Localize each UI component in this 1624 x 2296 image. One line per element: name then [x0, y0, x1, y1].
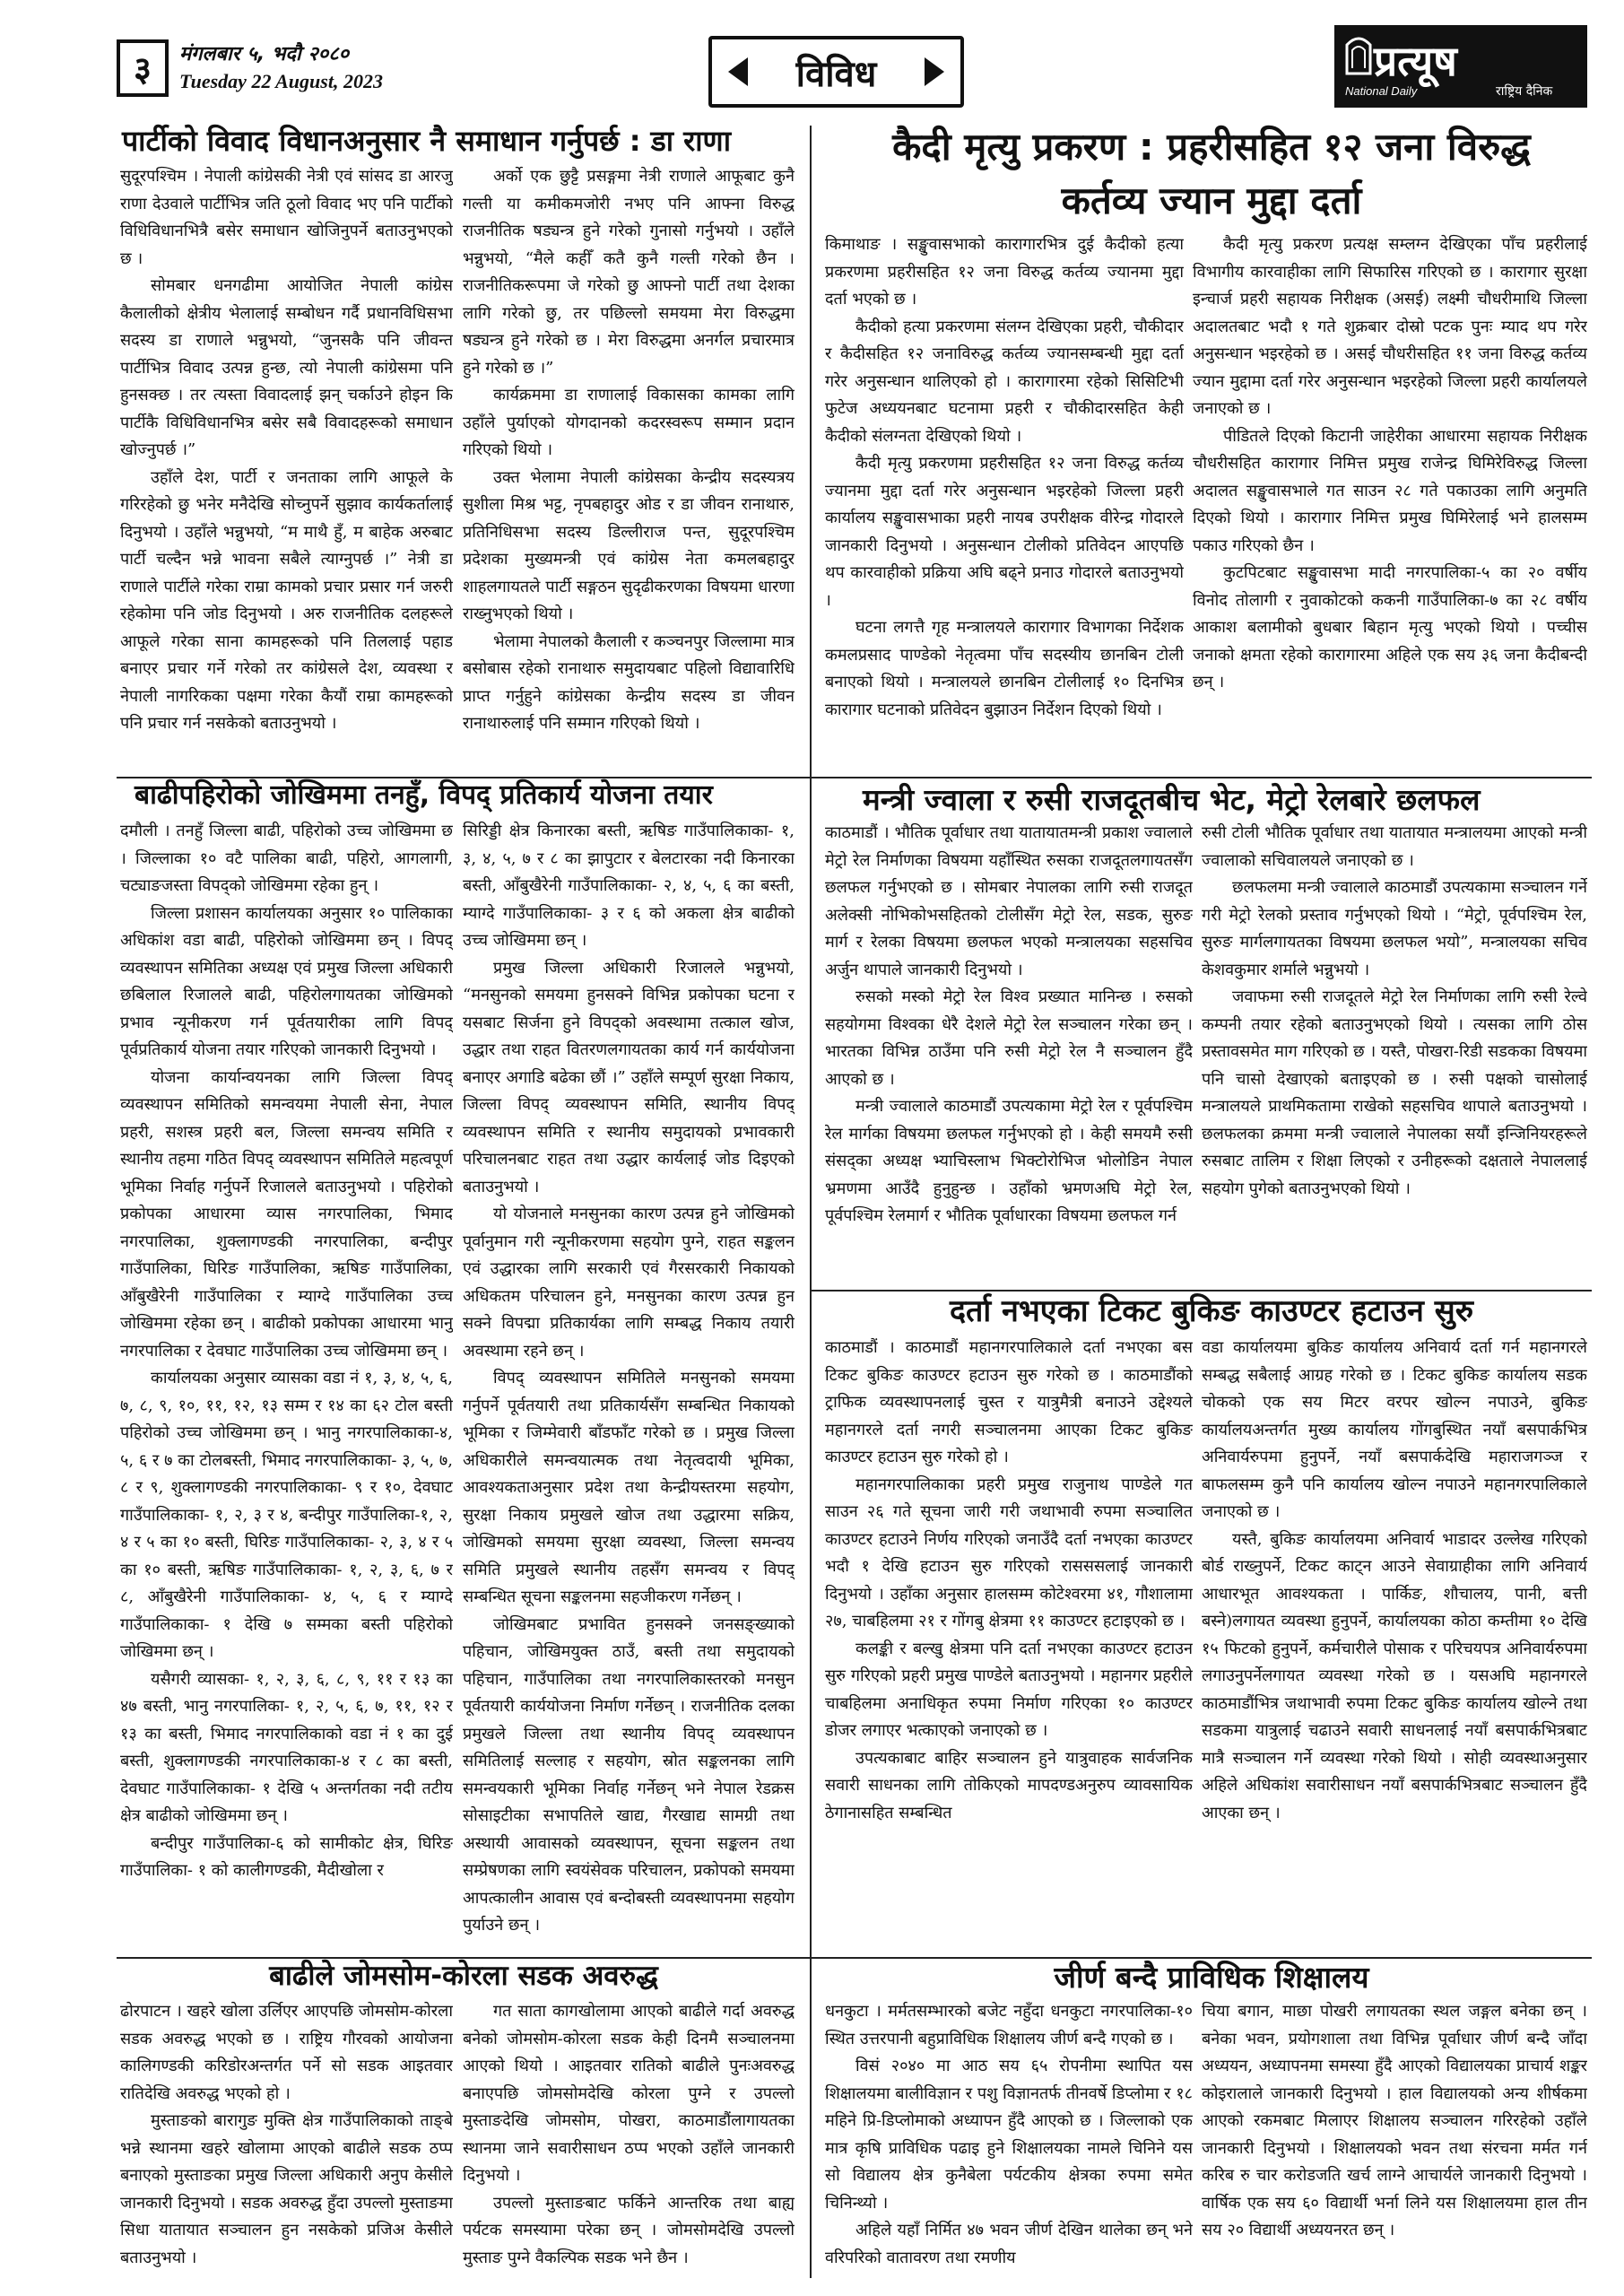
- paragraph: महानगरपालिकाका प्रहरी प्रमुख राजुनाथ पाण्डेले गत साउन २६ गते सूचना जारी गरी जथाभावी रुपमा सञ्चालित काउण्टर हटाउने निर्णय गरिएको जनाउँदै दर्ता नभएका काउण्टर भदौ १ देखि हटाउन सुरु गरिएको रासससलाई जानकारी दिनुभयो । उहाँका अनुसार हालसम्म कोटेश्वरमा ४१, गौशालामा २७, चाबहिलमा २१ र गोंगबु क्षेत्रमा ११ काउण्टर हटाइएको छ ।: [825, 1474, 1193, 1631]
- page-header: [0, 0, 1624, 115]
- paragraph: काठमाडौं । भौतिक पूर्वाधार तथा यातायातमन्त्री प्रकाश ज्वालाले मेट्रो रेल निर्माणका विषयमा यहाँस्थित रुसका राजदूतलगायतसँग छलफल गर्नुभएको छ । सोमबार नेपालका लागि रुसी राजदूत अलेक्सी नोभिकोभसहितको टोलीसँग मेट्रो रेल, सडक, सुरुङ मार्ग र रेलका विषयमा छलफल भएको मन्त्रालयका सहसचिव अर्जुन थापाले जानकारी दिनुभयो ।: [825, 823, 1193, 979]
- paragraph: अहिले यहाँ निर्मित ४७ भवन जीर्ण देखिन थालेका छन् भने वरिपरिको वातावरण तथा रमणीय: [825, 2221, 1193, 2267]
- paragraph: उहाँले देश, पार्टी र जनताका लागि आफूले के गरिरहेको छु भनेर मनैदेखि सोच्नुपर्ने सुझाव कार्यकर्तालाई दिनुभयो । उहाँले भन्नुभयो, “म माथै हुँ, म बाहेक अरुबाट पार्टी चल्दैन भन्ने भावना सबैले त्याग्नुपर्छ ।” नेत्री डा राणाले पार्टीले गरेका राम्रा कामको प्रचार प्रसार गर्न जरुरी रहेकोमा पनि जोड दिनुभयो । अरु राजनीतिक दलहरूले आफूले गरेका साना कामहरूको पनि तिललाई पहाड बनाएर प्रचार गर्ने गरेको तर कांग्रेसले देश, व्यवस्था र नेपाली नागरिकका पक्षमा गरेका कैयौं राम्रा कामहरूको पनि प्रचार गर्न नसकेको बताउनुभयो ।: [120, 467, 453, 733]
- article-shikshalaya-col-1: [825, 1998, 1193, 2276]
- article-separator: [812, 1290, 1592, 1292]
- paragraph: उपत्यकाबाट बाहिर सञ्चालन हुने यात्रुवाहक सार्वजनिक सवारी साधनका लागि तोकिएको मापदण्डअनुरुप व्यावसायिक ठेगानासहित सम्बन्धित: [825, 1748, 1193, 1822]
- article-separator: [812, 777, 1592, 778]
- headline-rana: पार्टीको विवाद विधानअनुसार नै समाधान गर्नुपर्छ : डा राणा: [122, 124, 731, 158]
- paragraph: कैदी मृत्यु प्रकरणमा प्रहरीसहित १२ जना विरुद्ध कर्तव्य ज्यानमा मुद्दा दर्ता गरेर अनुसन्धान भइरहेको जिल्ला प्रहरी कार्यालय सङ्खुवासभाका प्रहरी नायब उपरीक्षक वीरेन्द्र गोदारले जानकारी दिनुभयो । अनुसन्धान टोलीको प्रतिवेदन आएपछि थप कारवाहीको प्रक्रिया अघि बढ्ने प्रनाउ गोदारले बताउनुभयो ।: [825, 454, 1184, 610]
- article-separator: [117, 1957, 810, 1959]
- paragraph: धनकुटा । मर्मतसम्भारको बजेट नहुँदा धनकुटा नगरपालिका-१० स्थित उत्तरपानी बहुप्राविधिक शिक्षालय जीर्ण बन्दै गएको छ ।: [825, 2002, 1193, 2048]
- paragraph: जवाफमा रुसी राजदूतले मेट्रो रेल निर्माणका लागि रुसी रेल्वे कम्पनी तयार रहेको बताउनुभएको थियो । त्यसका लागि ठोस प्रस्तावसमेत माग गरिएको छ । यस्तै, पोखरा-रिडी सडकका विषयमा पनि चासो देखाएको बताइएको छ । रुसी पक्षको चासोलाई मन्त्रालयले प्राथमिकतामा राखेको सहसचिव थापाले बताउनुभयो । छलफलका क्रममा मन्त्री ज्वालाले नेपालका सयौं इन्जिनियरहरूले रुसबाट तालिम र शिक्षा लिएको र उनीहरूको दक्षताले नेपाललाई सहयोग पुगेको बताउनुभएको थियो ।: [1202, 987, 1587, 1198]
- article-kaidi-col-1: [825, 231, 1184, 772]
- paragraph: कार्यालयका अनुसार व्यासका वडा नं १, ३, ४, ५, ६, ७, ८, ९, १०, ११, १२, १३ सम्म र १४ का ६२ टोल बस्ती पहिरोको उच्च जोखिममा छन् । भानु नगरपालिकाका-४, ५, ६ र ७ का टोलबस्ती, भिमाद नगरपालिकाका- ३, ५, ७, ८ र ९, शुक्लागण्डकी नगरपालिकाका- ९ र १०, देवघाट गाउँपालिकाका- १, २, ३ र ४, बन्दीपुर गाउँपालिका-१, २, ४ र ५ का १० बस्ती, घिरिङ गाउँपालिकाका- २, ३, ४ र ५ का १० बस्ती, ऋषिङ गाउँपालिकाका- १, २, ३, ६, ७ र ८, आँबुखैरेनी गाउँपालिकाका- ४, ५, ६ र म्याग्दे गाउँपालिकाका- १ देखि ७ सम्मका बस्ती पहिरोको जोखिममा छन् ।: [120, 1369, 453, 1661]
- paragraph: किमाथाङ । सङ्खुवासभाको कारागारभित्र दुई कैदीको हत्या प्रकरणमा प्रहरीसहित १२ जना विरुद्ध कर्तव्य ज्यानमा मुद्दा दर्ता भएको छ ।: [825, 235, 1184, 309]
- date-nepali: मंगलबार ५, भदौ २०८०: [179, 43, 350, 65]
- article-ticket-col-1: [825, 1335, 1193, 1953]
- paragraph: विपद् व्यवस्थापन समितिले मनसुनको समयमा गर्नुपर्ने पूर्वतयारी तथा प्रतिकार्यसँग सम्बन्धित निकायको भूमिका र जिम्मेवारी बाँडफाँट गरेको छ । प्रमुख जिल्ला अधिकारीले समन्वयात्मक तथा नेतृत्वदायी भूमिका, आवश्यकताअनुसार प्रदेश तथा केन्द्रीयस्तरमा सहयोग, सुरक्षा निकाय प्रमुखले खोज तथा उद्धारमा सक्रिय, जोखिमको समयमा सुरक्षा व्यवस्था, जिल्ला समन्वय समिति प्रमुखले स्थानीय तहसँग समन्वय र विपद् सम्बन्धित सूचना सङ्कलनमा सहजीकरण गर्नेछन् ।: [463, 1369, 795, 1606]
- paragraph: सिरिड्डी क्षेत्र किनारका बस्ती, ऋषिङ गाउँपालिकाका- १, ३, ४, ५, ७ र ८ का झापुटार र बेलटारका नदी किनारका बस्ती, आँबुखैरेनी गाउँपालिकाका- २, ४, ५, ६ का बस्ती, म्याग्दे गाउँपालिकाका- ३ र ६ को अकला क्षेत्र बाढीको उच्च जोखिममा छन् ।: [463, 822, 795, 950]
- date-english: Tuesday 22 August, 2023: [179, 70, 383, 92]
- paragraph: रुसको मस्को मेट्रो रेल विश्व प्रख्यात मानिन्छ । रुसको सहयोगमा विश्वका धेरै देशले मेट्रो रेल सञ्चालन गरेका छन् । भारतका विभिन्न ठाउँमा पनि रुसी मेट्रो रेल नै सञ्चालन हुँदै आएको छ ।: [825, 987, 1193, 1089]
- paragraph: कलङ्की र बल्खु क्षेत्रमा पनि दर्ता नभएका काउण्टर हटाउन सुरु गरिएको प्रहरी प्रमुख पाण्डेले बताउनुभयो । महानगर प्रहरीले चाबहिलमा अनाधिकृत रुपमा निर्माण गरिएका १० काउण्टर डोजर लगाएर भत्काएको जनाएको छ ।: [825, 1639, 1193, 1740]
- paragraph: सोमबार धनगढीमा आयोजित नेपाली कांग्रेस कैलालीको क्षेत्रीय भेलालाई सम्बोधन गर्दै प्रधानविधिसभा सदस्य डा राणाले भन्नुभयो, “जुनसकै पनि जीवन्त पार्टीभित्र विवाद उत्पन्न हुन्छ, त्यो नेपाली कांग्रेसमा पनि हुनसक्छ । तर त्यस्ता विवादलाई झन् चर्काउने होइन कि पार्टीकै विधिविधानभित्र बसेर सबै विवादहरूको समाधान खोज्नुपर्छ ।”: [120, 276, 453, 459]
- paragraph: घटना लगत्तै गृह मन्त्रालयले कारागार विभागका निर्देशक कमलप्रसाद पाण्डेको नेतृत्वमा पाँच सदस्यीय छानबिन टोली बनाएको थियो । मन्त्रालयले छानबिन टोलीलाई १० दिनभित्र कारागार घटनाको प्रतिवेदन बुझाउन निर्देशन दिएको थियो ।: [825, 618, 1184, 719]
- logo-name: प्रत्यूष: [1374, 37, 1457, 85]
- headline-jomsom: बाढीले जोमसोम-कोरला सडक अवरुद्ध: [269, 1960, 658, 1992]
- headline-kaidi-line-1: कैदी मृत्यु प्रकरण : प्रहरीसहित १२ जना विरुद्ध: [892, 125, 1531, 169]
- article-kaidi-col-2: [1193, 231, 1587, 772]
- paragraph: कैदी मृत्यु प्रकरण प्रत्यक्ष सम्लग्न देखिएका पाँच प्रहरीलाई विभागीय कारवाहीका लागि सिफारिस गरिएको छ । कारागार सुरक्षा इन्चार्ज प्रहरी सहायक निरीक्षक (असई) लक्ष्मी चौधरीमाथि जिल्ला अदालतबाट भदौ १ गते शुक्रबार दोस्रो पटक पुनः म्याद थप गरेर अनुसन्धान भइरहेको छ । असई चौधरीसहित ११ जना विरुद्ध कर्तव्य ज्यान मुद्दामा दर्ता गरेर अनुसन्धान भइरहेको जिल्ला प्रहरी कार्यालयले जनाएको छ ।: [1193, 235, 1587, 418]
- paragraph: चिया बगान, माछा पोखरी लगायतका स्थल जङ्गल बनेका छन् । बनेका भवन, प्रयोगशाला तथा विभिन्न पूर्वाधार जीर्ण बन्दै जाँदा अध्ययन, अध्यापनमा समस्या हुँदै आएको विद्यालयका प्राचार्य शङ्कर कोइरालाले जानकारी दिनुभयो । हाल विद्यालयको अन्य शीर्षकमा आएको रकमबाट मिलाएर शिक्षालय सञ्चालन गरिरहेको उहाँले जानकारी दिनुभयो । शिक्षालयको भवन तथा संरचना मर्मत गर्न करिब रु चार करोडजति खर्च लाग्ने आचार्यले जानकारी दिनुभयो । वार्षिक एक सय ६० विद्यार्थी भर्ना लिने यस शिक्षालयमा हाल तीन सय २० विद्यार्थी अध्ययनरत छन् ।: [1202, 2002, 1587, 2239]
- paragraph: मुस्ताङको बारागुङ मुक्ति क्षेत्र गाउँपालिकाको ताङ्बे भन्ने स्थानमा खहरे खोलामा आएको बाढीले सडक ठप्प बनाएको मुस्ताङका प्रमुख जिल्ला अधिकारी अनुप केसीले जानकारी दिनुभयो । सडक अवरुद्ध हुँदा उपल्लो मुस्ताङमा सिधा यातायात सञ्चालन हुन नसकेको प्रजिअ केसीले बताउनुभयो ।: [120, 2111, 453, 2267]
- paragraph: उक्त भेलामा नेपाली कांग्रेसका केन्द्रीय सदस्यत्रय सुशीला मिश्र भट्ट, नृपबहादुर ओड र डा जीवन रानाथारु, प्रतिनिधिसभा सदस्य डिल्लीराज पन्त, सुदूरपश्चिम प्रदेशका मुख्यमन्त्री एवं कांग्रेस नेता कमलबहादुर शाहलगायतले पार्टी सङ्गठन सुदृढीकरणका विषयमा धारणा राख्नुभएको थियो ।: [463, 467, 795, 623]
- paragraph: कैदीको हत्या प्रकरणमा संलग्न देखिएका प्रहरी, चौकीदार र कैदीसहित १२ जनाविरुद्ध कर्तव्य ज्यानसम्बन्धी मुद्दा दर्ता गरेर अनुसन्धान थालिएको हो । कारागारमा रहेको सिसिटिभी फुटेज अध्ययनबाट घटनामा प्रहरी र चौकीदारसहित केही कैदीको संलग्नता देखिएको थियो ।: [825, 317, 1184, 446]
- article-jomsom-col-2: [463, 1998, 795, 2276]
- headline-shikshalaya: जीर्ण बन्दै प्राविधिक शिक्षालय: [1054, 1960, 1369, 1995]
- column-divider: [810, 126, 812, 2278]
- article-separator: [117, 777, 810, 778]
- logo-tagline-en: National Daily: [1345, 84, 1418, 98]
- paragraph: बन्दीपुर गाउँपालिका-६ को सामीकोट क्षेत्र, घिरिङ गाउँपालिका- १ को कालीगण्डकी, मैदीखोला र: [120, 1833, 453, 1880]
- paragraph: रुसी टोली भौतिक पूर्वाधार तथा यातायात मन्त्रालयमा आएको मन्त्री ज्वालाको सचिवालयले जनाएको छ ।: [1202, 823, 1587, 870]
- paragraph: अर्को एक छुट्टै प्रसङ्गमा नेत्री राणाले आफूबाट कुनै गल्ती या कमीकमजोरी नभए पनि आफ्ना विरुद्ध राजनीतिक षड्यन्त्र हुने गरेको गुनासो गर्नुभयो । उहाँले भन्नुभयो, “मैले कहीँ कतै कुनै गल्ती गरेको छैन । राजनीतिकरूपमा जे गरेको छु आफ्नो पार्टी तथा देशका लागि गरेको छु, तर पछिल्लो समयमा मेरा विरुद्धमा षड्यन्त्र हुने गरेको छ । मेरा विरुद्धमा अनर्गल प्रचारमात्र हुने गरेको छ ।”: [463, 167, 795, 378]
- article-jomsom-col-1: [120, 1998, 453, 2276]
- paragraph: यसैगरी व्यासका- १, २, ३, ६, ८, ९, ११ र १३ का ४७ बस्ती, भानु नगरपालिका- १, २, ५, ६, ७, ११, १२ र १३ का बस्ती, भिमाद नगरपालिकाको वडा नं १ का दुई बस्ती, शुक्लागण्डकी नगरपालिकाका-४ र ८ का बस्ती, देवघाट गाउँपालिकाका- १ देखि ५ अन्तर्गतका नदी तटीय क्षेत्र बाढीको जोखिममा छन् ।: [120, 1669, 453, 1825]
- paragraph: वडा कार्यालयमा बुकिङ कार्यालय अनिवार्य दर्ता गर्न महानगरले सम्बद्ध सबैलाई आग्रह गरेको छ । टिकट बुकिङ कार्यालय सडक चोकको एक सय मिटर वरपर खोल्न नपाउने, बुकिङ कार्यालयअन्तर्गत मुख्य कार्यालय गोंगबुस्थित नयाँ बसपार्कभित्र अनिवार्यरुपमा हुनुपर्ने, नयाँ बसपार्कदेखि महाराजगञ्ज र बाफलसम्म कुनै पनि कार्यालय खोल्न नपाउने महानगरपालिकाले जनाएको छ ।: [1202, 1338, 1587, 1521]
- paragraph: विसं २०४० मा आठ सय ६५ रोपनीमा स्थापित यस शिक्षालयमा बालीविज्ञान र पशु विज्ञानतर्फ तीनवर्षे डिप्लोमा र १८ महिने प्रि-डिप्लोमाको अध्यापन हुँदै आएको छ । जिल्लाको एक मात्र कृषि प्राविधिक पढाइ हुने शिक्षालयका नामले चिनिने यस सो विद्यालय क्षेत्र कुनैबेला पर्यटकीय क्षेत्रका रुपमा समेत चिनिन्थ्यो ।: [825, 2057, 1193, 2213]
- article-shikshalaya-col-2: [1202, 1998, 1587, 2276]
- paragraph: उपल्लो मुस्ताङबाट फर्किने आन्तरिक तथा बाह्य पर्यटक समस्यामा परेका छन् । जोमसोमदेखि उपल्लो मुस्ताङ पुग्ने वैकल्पिक सडक भने छैन ।: [463, 2193, 795, 2267]
- paragraph: यो योजनाले मनसुनका कारण उत्पन्न हुने जोखिमको पूर्वानुमान गरी न्यूनीकरणमा सहयोग पुग्ने, राहत सङ्कलन एवं उद्धारका लागि सरकारी एवं गैरसरकारी निकायको अधिकतम परिचालन हुने, मनसुनका कारण उत्पन्न हुन सक्ने विपद्मा प्रतिकार्यका लागि सम्बद्ध निकाय तयारी अवस्थामा रहने छन् ।: [463, 1205, 795, 1361]
- paragraph: प्रमुख जिल्ला अधिकारी रिजालले भन्नुभयो, “मनसुनको समयमा हुनसक्ने विभिन्न प्रकोपका घटना र यसबाट सिर्जना हुने विपद्को अवस्थामा तत्काल खोज, उद्धार तथा राहत वितरणलगायतका कार्य गर्न कार्ययोजना बनाएर अगाडि बढेका छौं ।” उहाँले सम्पूर्ण सुरक्षा निकाय, जिल्ला विपद् व्यवस्थापन समिति, स्थानीय विपद् व्यवस्थापन समिति र स्थानीय समुदायको प्रभावकारी परिचालनबाट राहत तथा उद्धार कार्यलाई जोड दिइएको बताउनुभयो ।: [463, 958, 795, 1196]
- article-separator: [812, 1957, 1592, 1959]
- headline-kaidi-line-2: कर्तव्य ज्यान मुद्दा दर्ता: [1061, 178, 1362, 222]
- emblem-icon: [1343, 32, 1374, 77]
- paragraph: मन्त्री ज्वालाले काठमाडौं उपत्यकामा मेट्रो रेल र पूर्वपश्चिम रेल मार्गका विषयमा छलफल गर्नुभएको हो । केही समयमै रुसी संसद्का अध्यक्ष भ्याचिस्लाभ भिक्टोरोभिज भोलोडिन नेपाल भ्रमणमा आउँदै हुनुहुन्छ । उहाँको भ्रमणअघि मेट्रो रेल, पूर्वपश्चिम रेलमार्ग र भौतिक पूर्वाधारका विषयमा छलफल गर्न: [825, 1097, 1193, 1225]
- paragraph: जोखिमबाट प्रभावित हुनसक्ने जनसङ्ख्याको पहिचान, जोखिमयुक्त ठाउँ, बस्ती तथा समुदायको पहिचान, गाउँपालिका तथा नगरपालिकास्तरको मनसुन पूर्वतयारी कार्ययोजना निर्माण गर्नेछन् । राजनीतिक दलका प्रमुखले जिल्ला तथा स्थानीय विपद् व्यवस्थापन समितिलाई सल्लाह र सहयोग, स्रोत सङ्कलनका लागि समन्वयकारी भूमिका निर्वाह गर्नेछन् भने नेपाल रेडक्रस सोसाइटीका सभापतिले खाद्य, गैरखाद्य सामग्री तथा अस्थायी आवासको व्यवस्थापन, सूचना सङ्कलन तथा सम्प्रेषणका लागि स्वयंसेवक परिचालन, प्रकोपको समयमा आपत्कालीन आवास एवं बन्दोबस्ती व्यवस्थापनमा सहयोग पुर्याउने छन् ।: [463, 1614, 795, 1935]
- paragraph: छलफलमा मन्त्री ज्वालाले काठमाडौं उपत्यकामा सञ्चालन गर्ने गरी मेट्रो रेलको प्रस्ताव गर्नुभएको थियो । “मेट्रो, पूर्वपश्चिम रेल, सुरुङ मार्गलगायतका विषयमा छलफल भयो”, मन्त्रालयका सचिव केशवकुमार शर्माले भन्नुभयो ।: [1202, 878, 1587, 979]
- arrow-right-icon: [925, 57, 944, 86]
- paragraph: जिल्ला प्रशासन कार्यालयका अनुसार १० पालिकाका अधिकांश वडा बाढी, पहिरोको जोखिममा छन् । विपद् व्यवस्थापन समितिका अध्यक्ष एवं प्रमुख जिल्ला अधिकारी छबिलाल रिजालले बाढी, पहिरोलगायतका जोखिमको प्रभाव न्यूनीकरण गर्न पूर्वतयारीका लागि विपद् पूर्वप्रतिकार्य योजना तयार गरिएको जानकारी दिनुभयो ।: [120, 903, 453, 1059]
- headline-badhi: बाढीपहिरोको जोखिममा तनहुँ, विपद् प्रतिकार्य योजना तयार: [135, 779, 713, 811]
- article-metro-col-2: [1202, 820, 1587, 1286]
- headline-metro: मन्त्री ज्वाला र रुसी राजदूतबीच भेट, मेट्रो रेलबारे छलफल: [863, 782, 1481, 817]
- article-rana-col-1: [120, 163, 453, 771]
- logo-tagline-np: राष्ट्रिय दैनिक: [1496, 84, 1553, 99]
- headline-ticket: दर्ता नभएका टिकट बुकिङ काउण्टर हटाउन सुरु: [949, 1293, 1474, 1329]
- article-badhi-col-1: [120, 818, 453, 1952]
- article-ticket-col-2: [1202, 1335, 1587, 1953]
- article-rana-col-2: [463, 163, 795, 771]
- paragraph: यस्तै, बुकिङ कार्यालयमा अनिवार्य भाडादर उल्लेख गरिएको बोर्ड राख्नुपर्ने, टिकट काट्न आउने सेवाग्राहीका लागि अनिवार्य आधारभूत आवश्यकता । पार्किङ, शौचालय, पानी, बत्ती बस्ने)लगायत व्यवस्था हुनुपर्ने, कार्यालयका कोठा कम्तीमा १० देखि १५ फिटको हुनुपर्ने, कर्मचारीले पोसाक र परिचयपत्र अनिवार्यरुपमा लगाउनुपर्नेलगायत व्यवस्था गरेको छ । यसअघि महानगरले काठमाडौंभित्र जथाभावी रुपमा टिकट बुकिङ कार्यालय खोल्ने तथा सडकमा यात्रुलाई चढाउने सवारी साधनलाई नयाँ बसपार्कभित्रबाट मात्रै सञ्चालन गर्ने व्यवस्था गरेको थियो । सोही व्यवस्थाअनुसार अहिले अधिकांश सवारीसाधन नयाँ बसपार्कभित्रबाट सञ्चालन हुँदै आएका छन् ।: [1202, 1529, 1587, 1822]
- article-badhi-col-2: [463, 818, 795, 1952]
- paragraph: भेलामा नेपालको कैलाली र कञ्चनपुर जिल्लामा मात्र बसोबास रहेको रानाथारु समुदायबाट पहिलो विद्यावारिधि प्राप्त गर्नुहुने कांग्रेसका केन्द्रीय सदस्य डा जीवन रानाथारुलाई पनि सम्मान गरिएको थियो ।: [463, 631, 795, 733]
- page-number: ३: [117, 39, 169, 97]
- article-metro-col-1: [825, 820, 1193, 1286]
- masthead-logo: [1334, 25, 1587, 108]
- section-title: विविध: [795, 53, 877, 95]
- paragraph: कार्यक्रममा डा राणालाई विकासका कामका लागि उहाँले पुर्याएको योगदानको कदरस्वरूप सम्मान प्रदान गरिएको थियो ।: [463, 386, 795, 459]
- paragraph: गत साता कागखोलामा आएको बाढीले गर्दा अवरुद्ध बनेको जोमसोम-कोरला सडक केही दिनमै सञ्चालनमा आएको थियो । आइतवार रातिको बाढीले पुनःअवरुद्ध बनाएपछि जोमसोमदेखि कोरला पुग्ने र उपल्लो मुस्ताङदेखि जोमसोम, पोखरा, काठमाडौंलागायतका स्थानमा जाने सवारीसाधन ठप्प भएको उहाँले जानकारी दिनुभयो ।: [463, 2002, 795, 2185]
- paragraph: ढोरपाटन । खहरे खोला उर्लिएर आएपछि जोमसोम-कोरला सडक अवरुद्ध भएको छ । राष्ट्रिय गौरवको आयोजना कालिगण्डकी करिडोरअन्तर्गत पर्ने सो सडक आइतवार रातिदेखि अवरुद्ध भएको हो ।: [120, 2002, 453, 2103]
- paragraph: काठमाडौं । काठमाडौं महानगरपालिकाले दर्ता नभएका बस टिकट बुकिङ काउण्टर हटाउन सुरु गरेको छ । काठमाडौंको ट्राफिक व्यवस्थापनलाई चुस्त र यात्रुमैत्री बनाउने उद्देश्यले महानगरले दर्ता नगरी सञ्चालनमा आएका टिकट बुकिङ काउण्टर हटाउन सुरु गरेको हो ।: [825, 1338, 1193, 1466]
- section-banner: [708, 36, 964, 108]
- paragraph: दमौली । तनहुँ जिल्ला बाढी, पहिरोको उच्च जोखिममा छ । जिल्लाका १० वटै पालिका बाढी, पहिरो, आगलागी, चट्याङजस्ता विपद्को जोखिममा रहेका हुन् ।: [120, 822, 453, 895]
- arrow-left-icon: [728, 57, 748, 86]
- paragraph: कुटपिटबाट सङ्खुवासभा मादी नगरपालिका-५ का २० वर्षीय विनोद तोलागी र नुवाकोटको ककनी गाउँपालिका-७ का २८ वर्षीय आकाश बलामीको बुधबार बिहान मृत्यु भएको थियो । पच्चीस जनाको क्षमता रहेको कारागारमा अहिले एक सय ३६ जना कैदीबन्दी छन् ।: [1193, 563, 1587, 691]
- paragraph: सुदूरपश्चिम । नेपाली कांग्रेसकी नेत्री एवं सांसद डा आरजु राणा देउवाले पार्टीभित्र जति ठूलो विवाद भए पनि पार्टीको विधिविधानभित्रै बसेर समाधान खोजिनुपर्ने बताउनुभएको छ ।: [120, 167, 453, 268]
- paragraph: योजना कार्यान्वयनका लागि जिल्ला विपद् व्यवस्थापन समितिको समन्वयमा नेपाली सेना, नेपाल प्रहरी, सशस्त्र प्रहरी बल, जिल्ला समन्वय समिति र स्थानीय तहमा गठित विपद् व्यवस्थापन समितिले महत्वपूर्ण भूमिका निर्वाह गर्नुपर्ने रिजालले बताउनुभयो । पहिरोको प्रकोपका आधारमा व्यास नगरपालिका, भिमाद नगरपालिका, शुक्लागण्डकी नगरपालिका, बन्दीपुर गाउँपालिका, घिरिङ गाउँपालिका, ऋषिङ गाउँपालिका, आँबुखैरेनी गाउँपालिका र म्याग्दे गाउँपालिका उच्च जोखिममा रहेका छन् । बाढीको प्रकोपका आधारमा भानु नगरपालिका र देवघाट गाउँपालिका उच्च जोखिममा छन् ।: [120, 1067, 453, 1361]
- paragraph: पीडितले दिएको किटानी जाहेरीका आधारमा सहायक निरीक्षक चौधरीसहित कारागार निमित्त प्रमुख राजेन्द्र घिमिरेविरुद्ध जिल्ला अदालत सङ्खुवासभाले गत साउन २८ गते पकाउका लागि अनुमति दिएको थियो । कारागार निमित्त प्रमुख घिमिरेलाई भने हालसम्म पकाउ गरिएको छैन ।: [1193, 426, 1587, 555]
